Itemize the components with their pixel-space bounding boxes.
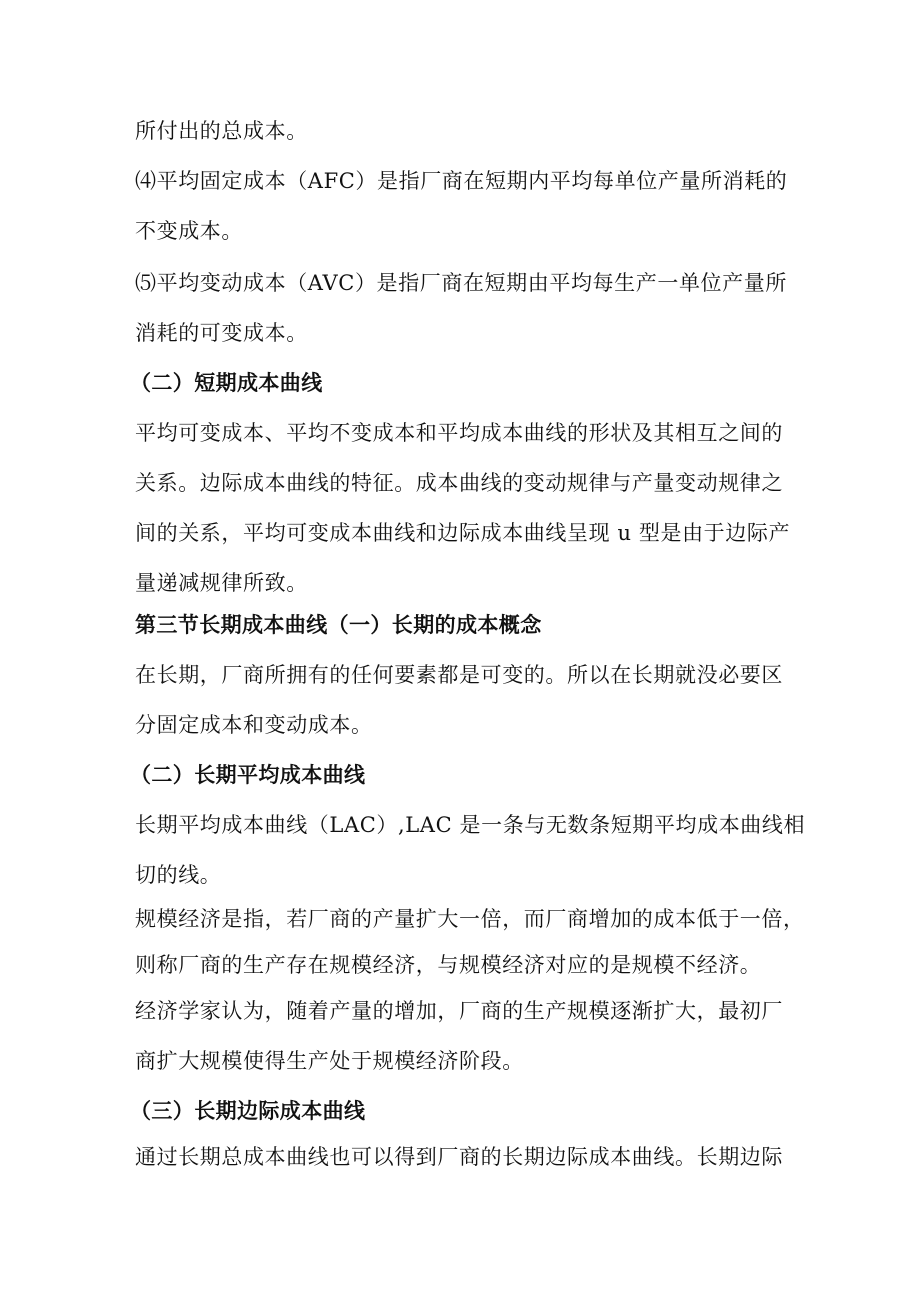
- paragraph-line: 经济学家认为，随着产量的增加，厂商的生产规模逐渐扩大，最初厂: [135, 999, 783, 1023]
- paragraph-line: 通过长期总成本曲线也可以得到厂商的长期边际成本曲线。长期边际: [135, 1145, 783, 1169]
- paragraph-line: 消耗的可变成本。: [135, 321, 308, 345]
- paragraph-line: 平均可变成本、平均不变成本和平均成本曲线的形状及其相互之间的: [135, 421, 783, 445]
- paragraph-line: 商扩大规模使得生产处于规模经济阶段。: [135, 1049, 524, 1073]
- paragraph-line: 在长期，厂商所拥有的任何要素都是可变的。所以在长期就没必要区: [135, 663, 783, 687]
- paragraph-line: 规模经济是指，若厂商的产量扩大一倍，而厂商增加的成本低于一倍，: [135, 907, 805, 931]
- paragraph-line: 长期平均成本曲线（LAC）,LAC 是一条与无数条短期平均成本曲线相: [135, 813, 806, 837]
- section-heading: （二）长期平均成本曲线: [130, 763, 366, 787]
- paragraph-line: 所付出的总成本。: [135, 119, 308, 143]
- paragraph-line: 间的关系，平均可变成本曲线和边际成本曲线呈现 u 型是由于边际产: [135, 521, 791, 545]
- paragraph-line: 量递减规律所致。: [135, 571, 308, 595]
- paragraph-line: 切的线。: [135, 863, 222, 887]
- paragraph-line: ⑷平均固定成本（AFC）是指厂商在短期内平均每单位产量所消耗的: [135, 169, 788, 193]
- section-heading: （二）短期成本曲线: [130, 371, 323, 395]
- paragraph-line: 则称厂商的生产存在规模经济，与规模经济对应的是规模不经济。: [135, 953, 762, 977]
- paragraph-line: 不变成本。: [135, 219, 243, 243]
- paragraph-line: 分固定成本和变动成本。: [135, 713, 373, 737]
- section-heading: （三）长期边际成本曲线: [130, 1099, 366, 1123]
- section-heading: 第三节长期成本曲线（一）长期的成本概念: [135, 613, 542, 637]
- paragraph-line: ⑸平均变动成本（AVC）是指厂商在短期由平均每生产一单位产量所: [135, 271, 787, 295]
- paragraph-line: 关系。边际成本曲线的特征。成本曲线的变动规律与产量变动规律之: [135, 471, 783, 495]
